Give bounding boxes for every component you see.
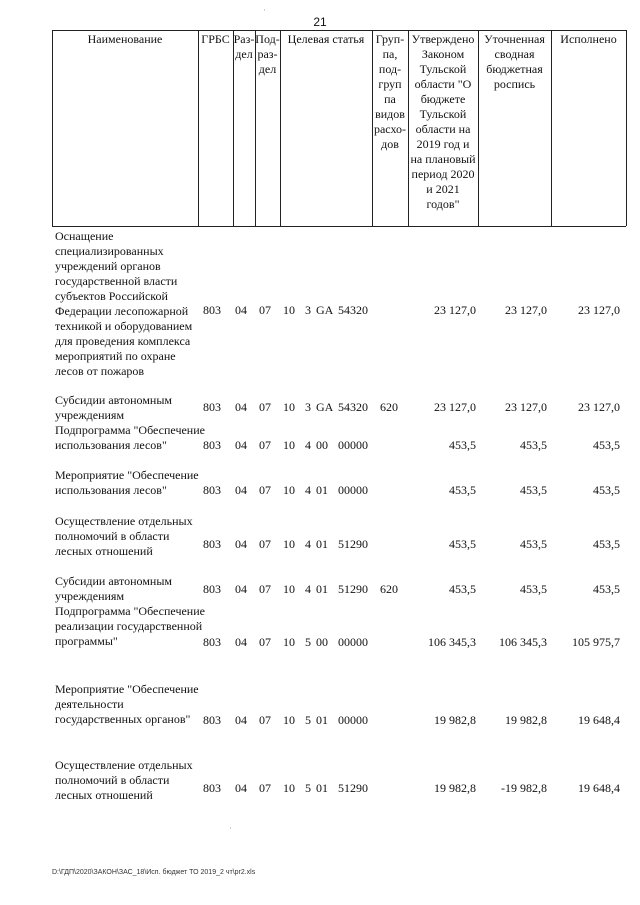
row-podrazdel: 07 [259,483,271,497]
row-isp: 453,5 [593,483,620,497]
row-utv: 19 982,8 [434,713,476,727]
row-cs1: 10 [283,713,295,727]
row-utv: 23 127,0 [434,400,476,414]
row-grbs: 803 [203,438,221,452]
page-number: 21 [313,15,327,29]
row-cs1: 10 [283,635,295,649]
row-podrazdel: 07 [259,438,271,452]
row-grbs: 803 [203,303,221,317]
row-cs4: 00000 [338,438,368,452]
row-utv: 453,5 [449,537,476,551]
row-cs4: 54320 [338,400,368,414]
row-utv: 453,5 [449,582,476,596]
row-isp: 453,5 [593,438,620,452]
row-utoch: 106 345,3 [499,635,547,649]
row-podrazdel: 07 [259,400,271,414]
row-cs2: 4 [305,438,311,452]
row-isp: 19 648,4 [578,781,620,795]
row-razdel: 04 [235,400,247,414]
header-celevaya-statya: Целевая статья [287,32,365,46]
row-isp: 453,5 [593,582,620,596]
row-utoch: -19 982,8 [501,781,547,795]
row-razdel: 04 [235,438,247,452]
row-cs4: 51290 [338,582,368,596]
row-name: Мероприятие "Обеспечение деятельности государственных органов" [55,682,199,726]
row-utoch: 453,5 [520,537,547,551]
row-cs1: 10 [283,537,295,551]
header-utverzhdeno: Утверждено Законом Тульской области "О бюджете Тульской области на 2019 год и на плановый период 2020 и 2021 годов" [410,32,476,211]
row-utv: 23 127,0 [434,303,476,317]
row-utoch: 23 127,0 [505,303,547,317]
row-podrazdel: 07 [259,713,271,727]
row-isp: 105 975,7 [572,635,620,649]
row-cs3: 00 [316,438,328,452]
row-cs2: 3 [305,400,311,414]
row-cs3: 01 [316,713,328,727]
row-grbs: 803 [203,635,221,649]
scan-speck: · [229,823,232,833]
row-razdel: 04 [235,781,247,795]
row-cs2: 3 [305,303,311,317]
row-cs4: 00000 [338,713,368,727]
row-grbs: 803 [203,781,221,795]
row-cs2: 5 [305,635,311,649]
row-cs4: 00000 [338,635,368,649]
row-utoch: 453,5 [520,582,547,596]
row-razdel: 04 [235,303,247,317]
header-bottom-border [52,226,626,227]
row-cs3: GA [316,400,334,414]
row-utv: 19 982,8 [434,781,476,795]
row-name: Мероприятие "Обеспечение использования лесов" [55,468,199,497]
row-utoch: 23 127,0 [505,400,547,414]
row-razdel: 04 [235,483,247,497]
row-razdel: 04 [235,635,247,649]
row-cs3: 00 [316,635,328,649]
header-razdel: Раз- дел [233,32,255,61]
row-cs3: 01 [316,582,328,596]
row-isp: 23 127,0 [578,303,620,317]
scan-speck: · [263,5,266,15]
row-cs1: 10 [283,400,295,414]
row-cs3: 01 [316,483,328,497]
row-cs2: 5 [305,781,311,795]
row-isp: 453,5 [593,537,620,551]
row-grbs: 803 [203,400,221,414]
row-utv: 453,5 [449,483,476,497]
row-cs4: 51290 [338,537,368,551]
row-podrazdel: 07 [259,582,271,596]
row-cs3: 01 [316,537,328,551]
row-cs1: 10 [283,303,295,317]
row-grbs: 803 [203,713,221,727]
row-razdel: 04 [235,582,247,596]
row-cs1: 10 [283,438,295,452]
header-ispolneno: Исполнено [560,32,617,46]
row-cs2: 4 [305,582,311,596]
row-razdel: 04 [235,537,247,551]
row-name: Оснащение специализированных учреждений органов государственной власти субъектов Российской Федерации лесопожарной техникой и оборудованием для проведения комплекса мероприятий по охране лесов от пожаров [55,229,193,378]
row-vid: 620 [380,582,398,596]
row-cs1: 10 [283,781,295,795]
row-cs1: 10 [283,582,295,596]
row-utoch: 453,5 [520,483,547,497]
col-divider [626,30,627,226]
header-gruppa: Груп- па, под- груп па видов расхо- дов [373,32,407,151]
header-name: Наименование [87,32,163,46]
row-podrazdel: 07 [259,537,271,551]
header-podrazdel: Под- раз- дел [255,32,280,76]
row-cs3: GA [316,303,334,317]
row-isp: 19 648,4 [578,713,620,727]
row-grbs: 803 [203,483,221,497]
row-utv: 106 345,3 [428,635,476,649]
row-vid: 620 [380,400,398,414]
row-grbs: 803 [203,537,221,551]
row-grbs: 803 [203,582,221,596]
row-name: Субсидии автономным учреждениям [55,393,172,422]
row-name: Осуществление отдельных полномочий в области лесных отношений [55,758,193,802]
row-utoch: 19 982,8 [505,713,547,727]
row-name: Подпрограмма "Обеспечение реализации государственной программы" [55,604,205,648]
row-isp: 23 127,0 [578,400,620,414]
row-cs1: 10 [283,483,295,497]
row-name: Осуществление отдельных полномочий в области лесных отношений [55,514,193,558]
row-utv: 453,5 [449,438,476,452]
row-name: Подпрограмма "Обеспечение использования лесов" [55,423,205,452]
row-cs4: 00000 [338,483,368,497]
header-utochnennaya: Уточненная сводная бюджетная роспись [484,32,545,91]
file-path-footer: D:\ГДП\2020\ЗАКОН\ЗАС_18\Исп. бюджет ТО 2019_2 чт\pr2.xls [52,869,256,876]
row-cs2: 4 [305,537,311,551]
row-utoch: 453,5 [520,438,547,452]
row-cs3: 01 [316,781,328,795]
row-cs4: 54320 [338,303,368,317]
row-name: Субсидии автономным учреждениям [55,574,172,603]
row-cs4: 51290 [338,781,368,795]
header-grbs: ГРБС [201,32,230,46]
row-cs2: 4 [305,483,311,497]
row-podrazdel: 07 [259,303,271,317]
row-cs2: 5 [305,713,311,727]
row-podrazdel: 07 [259,635,271,649]
row-razdel: 04 [235,713,247,727]
row-podrazdel: 07 [259,781,271,795]
